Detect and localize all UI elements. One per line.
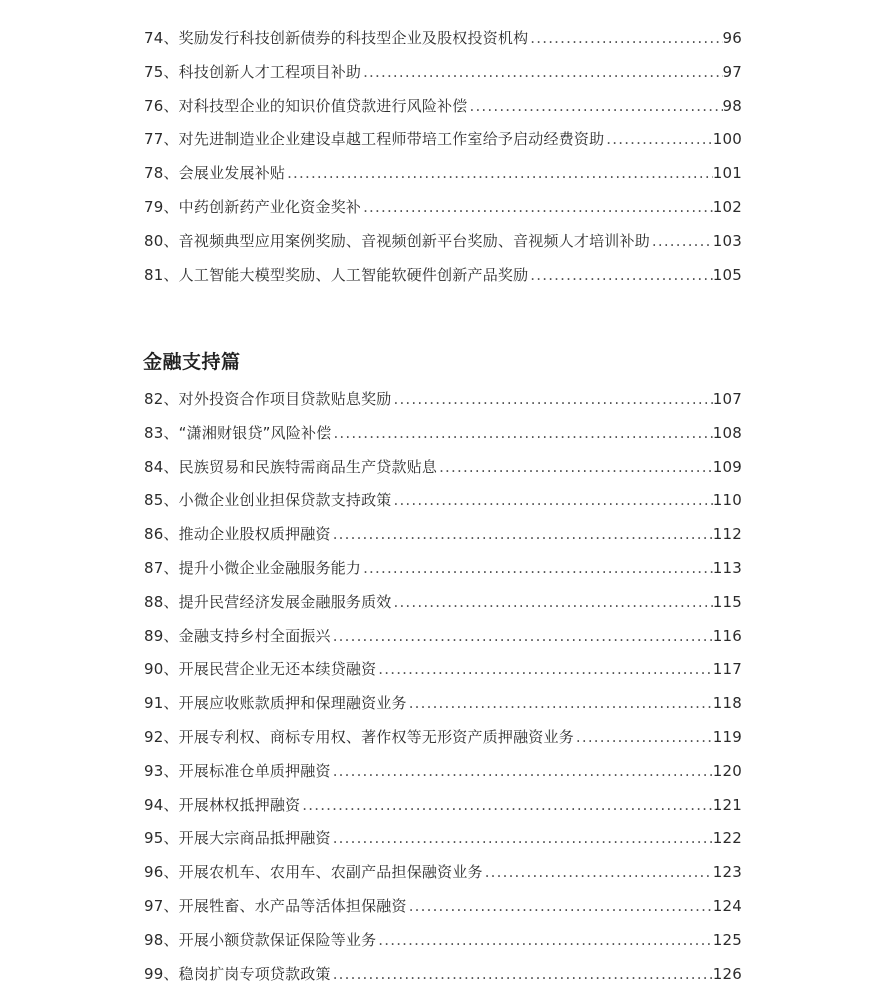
toc-dot-leader (392, 586, 713, 620)
toc-dot-leader (361, 191, 713, 225)
toc-entry-title: 85、小微企业创业担保贷款支持政策 (144, 491, 392, 510)
toc-entry-page-number: 113 (712, 558, 742, 577)
toc-dot-leader (650, 225, 713, 259)
toc-dot-leader (285, 157, 713, 191)
toc-entry-page-number: 96 (722, 29, 742, 47)
toc-entry-page-number: 123 (712, 863, 742, 882)
toc-entry[interactable] (144, 856, 742, 890)
toc-entry-page-number: 124 (712, 896, 742, 915)
toc-dot-leader (331, 417, 712, 451)
toc-entry-page-number: 116 (712, 626, 742, 645)
toc-dot-leader (483, 856, 713, 890)
toc-entry-page-number: 103 (712, 231, 742, 250)
toc-entry-title: 96、开展农机车、农用车、农副产品担保融资业务 (144, 863, 483, 882)
toc-entry-title: 81、人工智能大模型奖励、人工智能软硬件创新产品奖励 (144, 265, 529, 284)
toc-dot-leader (361, 552, 713, 586)
toc-list-part2 (144, 383, 742, 991)
toc-dot-leader (376, 924, 712, 958)
toc-dot-leader (574, 721, 713, 755)
toc-entry-page-number: 119 (712, 727, 742, 746)
toc-entry-page-number: 120 (712, 761, 742, 780)
toc-entry[interactable] (144, 383, 742, 417)
toc-entry-page-number: 121 (712, 795, 742, 814)
toc-entry-title: 91、开展应收账款质押和保理融资业务 (144, 694, 407, 713)
toc-entry-page-number: 98 (722, 96, 742, 115)
toc-entry-title: 87、提升小微企业金融服务能力 (144, 558, 362, 577)
toc-entry[interactable] (144, 157, 742, 191)
toc-entry[interactable] (144, 191, 742, 225)
toc-entry-page-number: 122 (712, 829, 742, 848)
toc-entry[interactable] (144, 789, 742, 823)
toc-entry[interactable] (144, 56, 742, 90)
toc-entry-title: 79、中药创新药产业化资金奖补 (144, 197, 362, 216)
toc-dot-leader (392, 484, 713, 518)
toc-entry-title: 89、金融支持乡村全面振兴 (144, 626, 331, 645)
toc-dot-leader (528, 22, 722, 56)
toc-entry-title: 78、会展业发展补贴 (144, 164, 286, 183)
toc-list-part1 (144, 22, 742, 292)
toc-entry-title: 97、开展牲畜、水产品等活体担保融资 (144, 896, 407, 915)
toc-entry-page-number: 115 (712, 592, 742, 611)
toc-entry-page-number: 107 (712, 390, 742, 408)
toc-entry[interactable] (144, 451, 742, 485)
toc-entry-title: 86、推动企业股权质押融资 (144, 525, 331, 544)
toc-entry-title: 92、开展专利权、商标专用权、著作权等无形资产质押融资业务 (144, 727, 574, 746)
toc-entry-title: 95、开展大宗商品抵押融资 (144, 829, 331, 848)
toc-entry-title: 77、对先进制造业企业建设卓越工程师带培工作室给予启动经费资助 (144, 130, 605, 149)
toc-entry[interactable] (144, 755, 742, 789)
toc-entry-title: 82、对外投资合作项目贷款贴息奖励 (144, 390, 392, 408)
toc-entry-page-number: 117 (712, 660, 742, 679)
toc-dot-leader (300, 789, 712, 823)
toc-entry-page-number: 101 (712, 164, 742, 183)
toc-dot-leader (528, 259, 712, 293)
toc-entry-title: 90、开展民营企业无还本续贷融资 (144, 660, 377, 679)
toc-entry-title: 75、科技创新人才工程项目补助 (144, 62, 362, 81)
toc-entry-page-number: 118 (712, 694, 742, 713)
toc-entry[interactable] (144, 484, 742, 518)
toc-entry[interactable] (144, 22, 742, 56)
toc-entry[interactable] (144, 518, 742, 552)
toc-entry[interactable] (144, 958, 742, 991)
toc-entry[interactable] (144, 586, 742, 620)
toc-entry[interactable] (144, 552, 742, 586)
toc-entry-title: 76、对科技型企业的知识价值贷款进行风险补偿 (144, 96, 468, 115)
toc-entry-page-number: 105 (712, 265, 742, 284)
toc-entry-title: 93、开展标准仓单质押融资 (144, 761, 331, 780)
toc-entry[interactable] (144, 225, 742, 259)
toc-entry-title: 88、提升民营经济发展金融服务质效 (144, 592, 392, 611)
toc-dot-leader (361, 56, 722, 90)
toc-entry-title: 99、稳岗扩岗专项贷款政策 (144, 964, 331, 983)
toc-entry-page-number: 126 (712, 964, 742, 983)
toc-dot-leader (376, 653, 712, 687)
toc-dot-leader (407, 890, 713, 924)
toc-entry-title: 84、民族贸易和民族特需商品生产贷款贴息 (144, 457, 438, 476)
toc-entry-title: 80、音视频典型应用案例奖励、音视频创新平台奖励、音视频人才培训补助 (144, 231, 650, 250)
toc-entry[interactable] (144, 721, 742, 755)
toc-entry[interactable] (144, 822, 742, 856)
toc-entry[interactable] (144, 259, 742, 293)
toc-dot-leader (331, 822, 713, 856)
toc-dot-leader (331, 518, 713, 552)
toc-dot-leader (331, 958, 713, 991)
toc-dot-leader (331, 755, 713, 789)
toc-entry-page-number: 112 (712, 525, 742, 544)
toc-entry[interactable] (144, 687, 742, 721)
toc-entry-title: 94、开展林权抵押融资 (144, 795, 301, 814)
toc-entry-page-number: 109 (712, 457, 742, 476)
section-heading-finance-support: 金融支持篇 (143, 351, 241, 373)
toc-entry-page-number: 100 (712, 130, 742, 149)
toc-entry[interactable] (144, 90, 742, 124)
toc-dot-leader (392, 383, 713, 417)
toc-entry[interactable] (144, 890, 742, 924)
toc-entry-title: 98、开展小额贷款保证保险等业务 (144, 930, 377, 949)
toc-entry-page-number: 108 (712, 423, 742, 442)
toc-entry-page-number: 102 (712, 197, 742, 216)
toc-dot-leader (437, 451, 713, 485)
toc-entry[interactable] (144, 924, 742, 958)
toc-entry[interactable] (144, 620, 742, 654)
toc-dot-leader (331, 620, 713, 654)
toc-entry[interactable] (144, 123, 742, 157)
toc-entry[interactable] (144, 653, 742, 687)
toc-entry-page-number: 97 (722, 62, 742, 81)
toc-entry-page-number: 110 (712, 491, 742, 510)
toc-entry-title: 83、“潇湘财银贷”风险补偿 (144, 423, 332, 442)
toc-dot-leader (468, 90, 723, 124)
toc-dot-leader (604, 123, 712, 157)
toc-entry-title: 74、奖励发行科技创新债券的科技型企业及股权投资机构 (144, 29, 529, 47)
toc-entry[interactable] (144, 417, 742, 451)
toc-dot-leader (407, 687, 713, 721)
toc-entry-page-number: 125 (712, 930, 742, 949)
